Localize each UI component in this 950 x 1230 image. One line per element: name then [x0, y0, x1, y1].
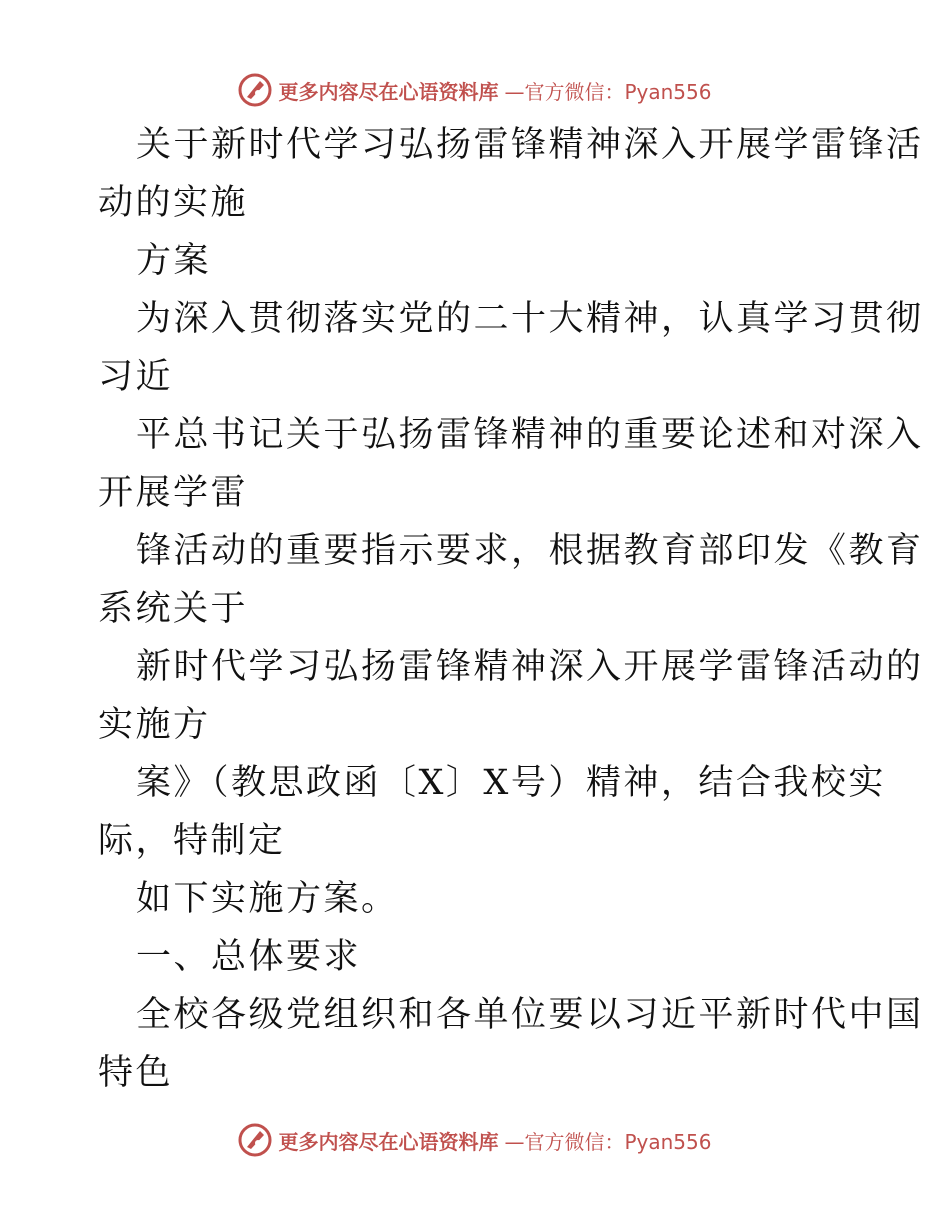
text-line: 为深入贯彻落实党的二十大精神，认真学习贯彻 [136, 299, 924, 339]
logo-icon [238, 1123, 272, 1157]
text-line: 一、总体要求 [136, 937, 362, 977]
watermark-sub-text: —官方微信：Pyan556 [504, 1129, 712, 1154]
text-line: 新时代学习弘扬雷锋精神深入开展学雷锋活动的 [136, 647, 924, 687]
text-line: 全校各级党组织和各单位要以习近平新时代中国 [136, 995, 924, 1035]
text-line: 案》（教思政函〔X〕X号）精神，结合我校实 [136, 763, 886, 803]
watermark-sub-text: —官方微信：Pyan556 [504, 79, 712, 104]
watermark-main-text: 更多内容尽在心语资料库 [278, 1129, 499, 1154]
text-line: 系统关于 [98, 589, 249, 629]
watermark-main-text: 更多内容尽在心语资料库 [278, 79, 499, 104]
text-line: 平总书记关于弘扬雷锋精神的重要论述和对深入 [136, 415, 924, 455]
footer-watermark [0, 1120, 950, 1160]
text-line: 特色 [98, 1053, 174, 1093]
text-line: 实施方 [98, 705, 211, 745]
text-line: 方案 [136, 241, 212, 281]
text-line: 动的实施 [98, 183, 249, 223]
header-watermark [0, 70, 950, 110]
text-line: 习近 [98, 357, 174, 397]
text-line: 开展学雷 [98, 473, 249, 513]
document-body [98, 116, 924, 1102]
logo-icon [238, 73, 272, 107]
text-line: 关于新时代学习弘扬雷锋精神深入开展学雷锋活 [136, 125, 924, 165]
text-line: 际，特制定 [98, 821, 286, 861]
text-line: 锋活动的重要指示要求，根据教育部印发《教育 [136, 531, 924, 571]
text-line: 如下实施方案。 [136, 879, 399, 919]
